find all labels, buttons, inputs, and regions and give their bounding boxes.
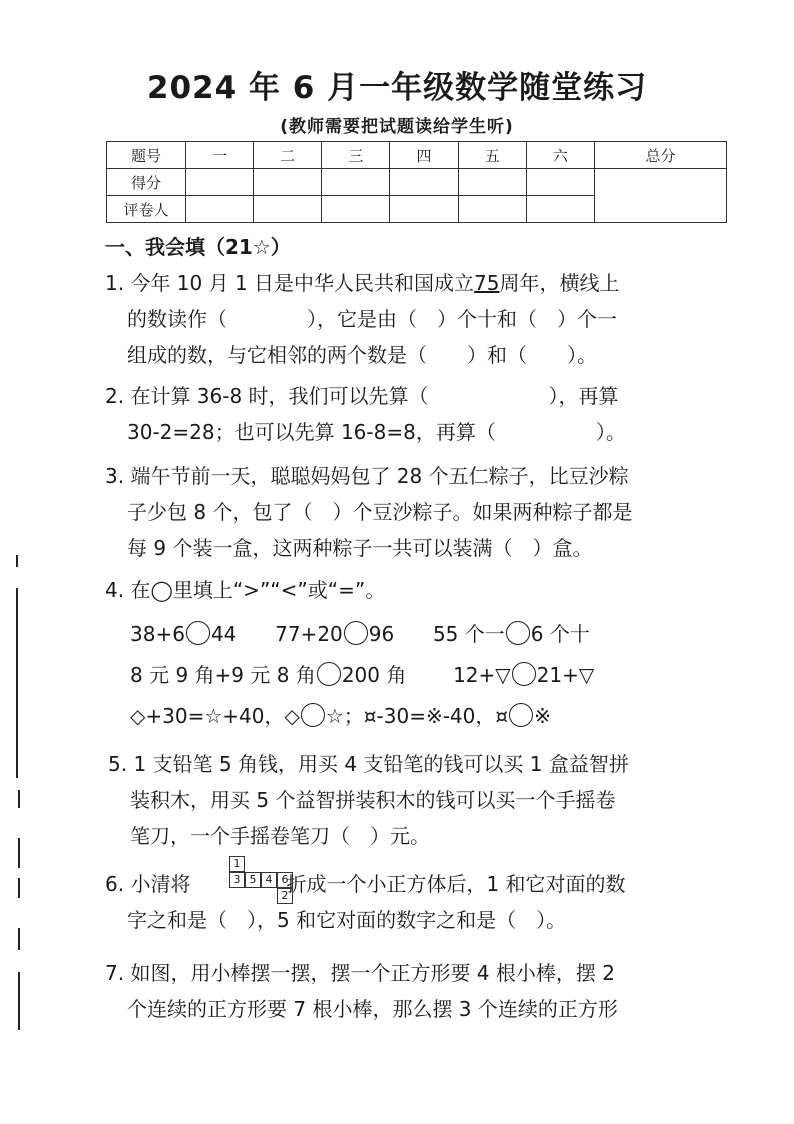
margin-mark [18, 972, 20, 1030]
margin-mark [18, 928, 20, 950]
score-header-cell: 二 [254, 142, 322, 169]
score-table-row [107, 169, 727, 196]
score-cell [254, 169, 322, 196]
compare-expression: 12+▽ [453, 663, 511, 687]
question-text: 周年，横线上 [499, 271, 620, 295]
question-text: 30-2=28；也可以先算 16-8=8，再算（ ）。 [127, 420, 626, 444]
score-cell [186, 196, 254, 223]
score-cell [322, 196, 390, 223]
score-cell [390, 196, 458, 223]
question-text: 1. 今年 10 月 1 日是中华人民共和国成立 [105, 271, 475, 295]
score-header-cell: 五 [458, 142, 526, 169]
answer-circle[interactable] [509, 703, 533, 727]
score-row-label: 评卷人 [107, 196, 186, 223]
question-text: 7. 如图，用小棒摆一摆，摆一个正方形要 4 根小棒，摆 2 [105, 961, 615, 985]
question-text: 笔刀，一个手摇卷笔刀（ ）元。 [130, 824, 430, 848]
margin-line [16, 588, 18, 778]
compare-expression: 6 个十 [530, 622, 590, 646]
cube-net-figure [229, 856, 309, 906]
question-4 [105, 572, 385, 608]
compare-expression: ☆；¤-30=※-40，¤ [325, 704, 509, 728]
compare-expression: 38+6 [130, 622, 185, 646]
compare-expression: 44 [210, 622, 237, 646]
question-7 [105, 955, 618, 1027]
net-cell: 2 [277, 888, 293, 904]
net-cell: 4 [261, 872, 277, 888]
question-1 [105, 265, 620, 373]
compare-expression: 21+▽ [536, 663, 595, 687]
answer-circle[interactable] [506, 621, 530, 645]
question-text: 装积木，用买 5 个益智拼装积木的钱可以买一个手摇卷 [130, 788, 616, 812]
compare-expression: 55 个一 [432, 622, 505, 646]
score-header-cell: 题号 [107, 142, 186, 169]
question-2 [105, 378, 626, 450]
score-cell [458, 196, 526, 223]
compare-expression: ※ [534, 704, 551, 728]
score-header-cell: 四 [390, 142, 458, 169]
score-cell [458, 169, 526, 196]
question-text: 2. 在计算 36-8 时，我们可以先算（ ），再算 [105, 384, 619, 408]
question-text: 6. 小清将 [105, 872, 191, 896]
score-cell [390, 169, 458, 196]
question-text: 4. 在◯里填上“>”“<”或“=”。 [105, 578, 386, 602]
score-table-header-row [107, 142, 727, 169]
question-3 [105, 458, 632, 566]
margin-mark [16, 555, 18, 567]
compare-expression: ◇+30=☆+40，◇ [130, 704, 300, 728]
compare-expression: 8 元 9 角+9 元 8 角 [130, 663, 316, 687]
question-5 [108, 746, 629, 854]
score-cell [254, 196, 322, 223]
page-subtitle: (教师需要把试题读给学生听) [280, 117, 514, 137]
compare-expression: 77+20 [275, 622, 343, 646]
net-cell: 5 [245, 872, 261, 888]
compare-row-3 [130, 698, 551, 734]
margin-mark [18, 838, 20, 868]
question-text: 5. 1 支铅笔 5 角钱，用买 4 支铅笔的钱可以买 1 盒益智拼 [108, 752, 629, 776]
answer-circle[interactable] [301, 703, 325, 727]
question-text: 3. 端午节前一天，聪聪妈妈包了 28 个五仁粽子，比豆沙粽 [105, 464, 629, 488]
answer-circle[interactable] [344, 621, 368, 645]
question-text: 个连续的正方形要 7 根小棒，那么摆 3 个连续的正方形 [127, 997, 618, 1021]
answer-circle[interactable] [186, 621, 210, 645]
score-cell [526, 196, 594, 223]
score-cell [526, 169, 594, 196]
question-text: 字之和是（ ），5 和它对面的数字之和是（ ）。 [127, 908, 567, 932]
question-6 [105, 866, 626, 938]
score-header-cell: 一 [186, 142, 254, 169]
score-cell [322, 169, 390, 196]
underlined-number: 75 [474, 271, 500, 295]
question-text: 每 9 个装一盒，这两种粽子一共可以装满（ ）盒。 [127, 536, 593, 560]
question-text: 折成一个小正方体后，1 和它对面的数 [286, 872, 626, 896]
question-text: 的数读作（ ），它是由（ ）个十和（ ）个一 [127, 307, 617, 331]
compare-expression: 96 [368, 622, 395, 646]
question-text: 组成的数，与它相邻的两个数是（ ）和（ ）。 [127, 343, 597, 367]
net-cell: 1 [229, 856, 245, 872]
margin-mark [18, 878, 20, 898]
question-text: 子少包 8 个，包了（ ）个豆沙粽子。如果两种粽子都是 [127, 500, 633, 524]
margin-mark [18, 790, 20, 808]
page-title: 2024 年 6 月一年级数学随堂练习 [146, 70, 648, 106]
compare-row-1 [130, 616, 590, 652]
answer-circle[interactable] [512, 662, 536, 686]
score-row-label: 得分 [107, 169, 186, 196]
score-header-cell: 三 [322, 142, 390, 169]
net-cell: 3 [229, 872, 245, 888]
compare-row-2 [130, 657, 594, 693]
answer-circle[interactable] [317, 662, 341, 686]
score-table [106, 141, 727, 223]
score-header-cell: 六 [526, 142, 594, 169]
total-score-cell [594, 169, 726, 223]
score-cell [186, 169, 254, 196]
compare-expression: 200 角 [341, 663, 407, 687]
net-cell: 6 [277, 872, 293, 888]
section-heading: 一、我会填（21☆） [105, 235, 291, 259]
score-header-cell: 总分 [594, 142, 726, 169]
